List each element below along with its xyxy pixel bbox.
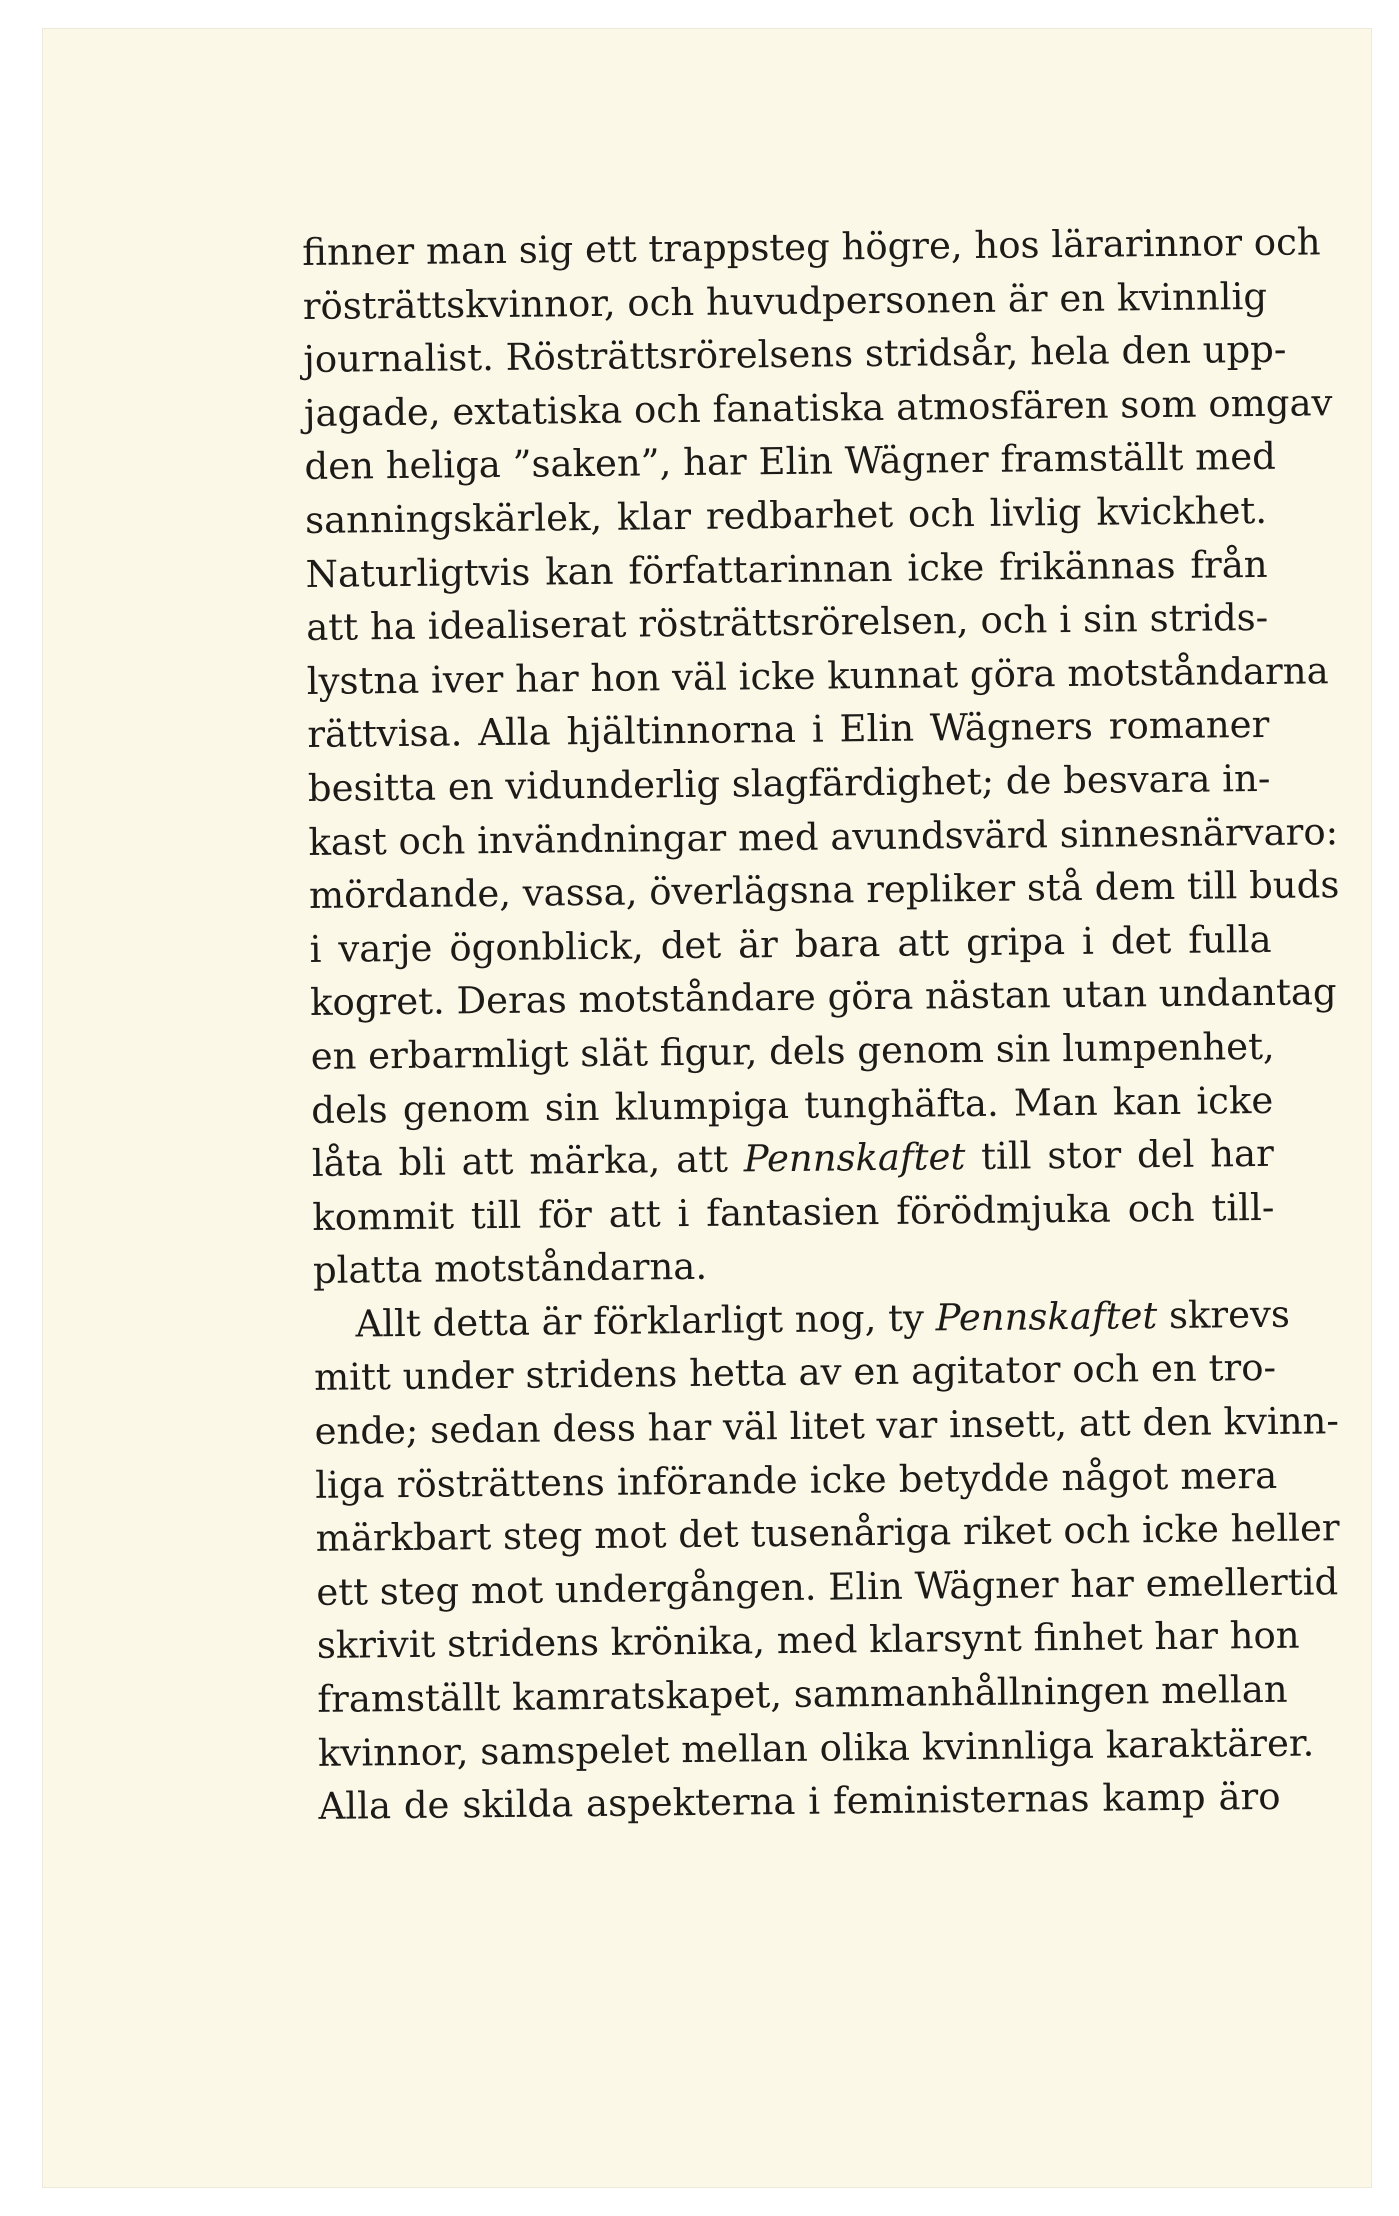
- text-line: mördande, vassa, överlägsna repliker stå dem till buds: [308, 863, 1340, 918]
- text-line: i varje ögonblick, det är bara att gripa i det fulla: [309, 917, 1272, 971]
- text-line: finner man sig ett trappsteg högre, hos lärarinnor och: [302, 220, 1321, 274]
- text-line: kogret. Deras motståndare göra nästan utan undantag: [309, 970, 1337, 1025]
- text-line: dels genom sin klumpiga tunghäfta. Man kan icke: [311, 1078, 1274, 1132]
- text-line-part: till stor del har: [965, 1131, 1274, 1179]
- text-line: ende; sedan dess har väl litet var insett, att den kvinn-: [314, 1399, 1340, 1453]
- book-title: Pennskaftet: [935, 1293, 1158, 1340]
- text-line-part: låta bli att märka, att: [311, 1137, 744, 1186]
- text-line: den heliga ”saken”, har Elin Wägner framställt med: [304, 435, 1277, 489]
- book-title: Pennskaftet: [743, 1135, 966, 1181]
- text-line: ett steg mot undergången. Elin Wägner har emellertid: [316, 1560, 1339, 1614]
- text-line: skrivit stridens krönika, med klarsynt finhet har hon: [316, 1614, 1300, 1668]
- text-line: rättvisa. Alla hjältinnorna i Elin Wägners romaner: [307, 703, 1270, 757]
- text-line: sanningskärlek, klar redbarhet och livlig kvickhet.: [304, 488, 1268, 542]
- text-line: lystna iver har hon väl icke kunnat göra motståndarna: [306, 649, 1329, 703]
- text-line: att ha idealiserat rösträttsrörelsen, och i sin strids-: [305, 596, 1269, 650]
- text-line: framställt kamratskapet, sammanhållningen mellan: [317, 1667, 1288, 1721]
- text-line: [312, 1127, 1275, 1191]
- text-line: besitta en vidunderlig slagfärdighet; de besvara in-: [307, 756, 1271, 810]
- text-line-part: skrevs: [1156, 1292, 1291, 1337]
- text-line: rösträttskvinnor, och huvudpersonen är en kvinnlig: [302, 274, 1268, 328]
- text-line: kommit till för att i fantasien förödmjuka och till-: [312, 1185, 1275, 1239]
- text-line: liga rösträttens införande icke betydde något mera: [314, 1453, 1278, 1507]
- text-line: Alla de skilda aspekterna i feministernas kamp äro: [318, 1775, 1281, 1829]
- text-line-part: Allt detta är förklarligt nog, ty: [355, 1296, 936, 1346]
- text-line: kvinnor, samspelet mellan olika kvinnliga karaktärer.: [317, 1721, 1315, 1775]
- book-page: [42, 28, 1372, 2188]
- text-line: platta motståndarna.: [312, 1245, 708, 1293]
- body-text: [302, 216, 1340, 1834]
- text-line: mitt under stridens hetta av en agitator och en tro-: [313, 1346, 1277, 1400]
- text-line: en erbarmligt slät figur, dels genom sin lumpenhet,: [310, 1024, 1275, 1078]
- text-line: Naturligtvis kan författarinnan icke frikännas från: [305, 542, 1268, 596]
- text-line: journalist. Rösträttsrörelsens stridsår, hela den upp-: [303, 327, 1287, 382]
- text-line: kast och invändningar med avundsvärd sinnesnärvaro:: [308, 809, 1339, 864]
- text-line: jagade, extatiska och fanatiska atmosfären som omgav: [303, 381, 1333, 435]
- text-line: märkbart steg mot det tusenåriga riket och icke heller: [315, 1506, 1340, 1561]
